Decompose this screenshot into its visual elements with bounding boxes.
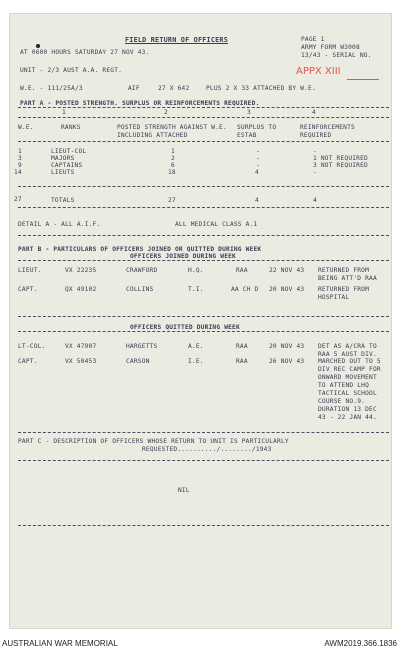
col-number-3: 3 bbox=[247, 109, 251, 116]
part-b-heading: PART B - PARTICULARS OF OFFICERS JOINED OR QUITTED DURING WEEK bbox=[18, 246, 262, 253]
appx-annotation: APPX XIII bbox=[296, 66, 341, 77]
divider bbox=[18, 525, 389, 526]
col-number-1: 1 bbox=[62, 109, 66, 116]
aif-value: 27 X 642 bbox=[158, 85, 190, 92]
row-rank: LIEUT-COL bbox=[51, 148, 87, 155]
quitted-rank: LT-COL. bbox=[18, 343, 46, 350]
part-c-nil: NIL bbox=[178, 487, 190, 494]
quitted-number: VX 47907 bbox=[65, 343, 97, 350]
totals-posted: 27 bbox=[168, 197, 176, 204]
divider bbox=[18, 331, 389, 332]
row-reinf: - bbox=[313, 169, 317, 176]
quitted-from: I.E. bbox=[188, 358, 204, 365]
totals-label: TOTALS bbox=[51, 197, 75, 204]
document-card bbox=[10, 14, 391, 628]
quitted-date: 26 NOV 43 bbox=[269, 358, 305, 365]
quitted-from: A.E. bbox=[188, 343, 204, 350]
quitted-name: HARGETTS bbox=[126, 343, 158, 350]
aif-label: AIF bbox=[128, 85, 140, 92]
divider bbox=[18, 235, 389, 236]
row-posted: 2 bbox=[171, 155, 175, 162]
unit-line: UNIT - 2/3 AUST A.A. REGT. bbox=[20, 67, 123, 74]
row-posted: 6 bbox=[171, 162, 175, 169]
divider bbox=[18, 432, 389, 433]
quitted-date: 20 NOV 43 bbox=[269, 343, 305, 350]
totals-we: 27 bbox=[14, 196, 22, 203]
totals-surplus: 4 bbox=[255, 197, 259, 204]
col-header-surplus: SURPLUS TO ESTAB bbox=[237, 124, 277, 139]
quitted-heading: OFFICERS QUITTED DURING WEEK bbox=[130, 324, 240, 331]
row-posted: 18 bbox=[168, 169, 176, 176]
detail-a: DETAIL A - ALL A.I.F. bbox=[18, 221, 101, 228]
document-title: FIELD RETURN OF OFFICERS bbox=[125, 36, 229, 44]
row-we: 9 bbox=[18, 162, 22, 169]
divider bbox=[18, 117, 389, 118]
divider bbox=[18, 107, 389, 108]
joined-date: 20 NOV 43 bbox=[269, 286, 305, 293]
col-header-we: W.E. bbox=[18, 124, 34, 131]
army-form: ARMY FORM W3008 bbox=[301, 44, 360, 51]
divider bbox=[18, 186, 389, 187]
row-we: 3 bbox=[18, 155, 22, 162]
row-rank: MAJORS bbox=[51, 155, 75, 162]
row-posted: 1 bbox=[171, 148, 175, 155]
medical-class: ALL MEDICAL CLASS A.1 bbox=[175, 221, 258, 228]
row-reinf: 1 NOT REQUIRED bbox=[313, 155, 368, 162]
row-we: 14 bbox=[14, 169, 22, 176]
page-number: PAGE 1 bbox=[301, 36, 325, 43]
we-line: W.E. - 111/25A/3 bbox=[20, 85, 83, 92]
col-header-reinf: REINFORCEMENTS REQUIRED bbox=[300, 124, 355, 139]
quitted-number: VX 50453 bbox=[65, 358, 97, 365]
quitted-unit: RAA bbox=[236, 343, 248, 350]
col-header-ranks: RANKS bbox=[61, 124, 81, 131]
footer-institution: AUSTRALIAN WAR MEMORIAL bbox=[2, 639, 118, 648]
quitted-rank: CAPT. bbox=[18, 358, 38, 365]
joined-rank: CAPT. bbox=[18, 286, 38, 293]
part-c-heading: PART C - DESCRIPTION OF OFFICERS WHOSE RETURN TO UNIT IS PARTICULARLY bbox=[18, 438, 289, 445]
joined-name: COLLINS bbox=[126, 286, 154, 293]
punch-mark bbox=[36, 44, 40, 48]
joined-unit: AA CH D bbox=[231, 286, 259, 293]
totals-reinf: 4 bbox=[313, 197, 317, 204]
divider bbox=[18, 260, 389, 261]
divider bbox=[18, 460, 389, 461]
row-rank: LIEUTS bbox=[51, 169, 75, 176]
joined-number: VX 22235 bbox=[65, 267, 97, 274]
serial-no: 13/43 - SERIAL NO. bbox=[301, 52, 372, 59]
joined-from: H.Q. bbox=[188, 267, 204, 274]
row-surplus: - bbox=[256, 162, 260, 169]
time-line: AT 0600 HOURS SATURDAY 27 NOV 43. bbox=[20, 49, 150, 56]
joined-heading: OFFICERS JOINED DURING WEEK bbox=[130, 253, 236, 260]
divider bbox=[18, 207, 389, 208]
row-surplus: - bbox=[256, 155, 260, 162]
col-header-posted: POSTED STRENGTH AGAINST W.E. INCLUDING ATTACHED bbox=[117, 124, 227, 139]
joined-name: CRAWFORD bbox=[126, 267, 158, 274]
row-surplus: 4 bbox=[255, 169, 259, 176]
quitted-unit: RAA bbox=[236, 358, 248, 365]
joined-number: QX 49102 bbox=[65, 286, 97, 293]
row-surplus: - bbox=[256, 148, 260, 155]
row-rank: CAPTAINS bbox=[51, 162, 83, 169]
row-we: 1 bbox=[18, 148, 22, 155]
quitted-remarks: DET AS A/CRA TO RAA 5 AUST DIV. bbox=[318, 343, 377, 358]
col-number-4: 4 bbox=[312, 109, 316, 116]
joined-unit: RAA bbox=[236, 267, 248, 274]
joined-from: T.I. bbox=[188, 286, 204, 293]
divider bbox=[18, 141, 389, 142]
quitted-name: CARSON bbox=[126, 358, 150, 365]
joined-date: 22 NOV 43 bbox=[269, 267, 305, 274]
joined-remarks: RETURNED FROM BEING ATT'D RAA bbox=[318, 267, 377, 282]
part-c-requested: REQUESTED........../......../1943 bbox=[142, 446, 272, 453]
row-reinf: - bbox=[313, 148, 317, 155]
quitted-remarks: MARCHED OUT TO 5 DIV REC CAMP FOR ONWARD MOVEMENT TO ATTEND LHQ TACTICAL SCHOOL COURSE NO.9. DURATION 13 DEC 43 - 22 JAN 44. bbox=[318, 358, 381, 421]
joined-rank: LIEUT. bbox=[18, 267, 42, 274]
divider bbox=[18, 316, 389, 317]
archive-footer bbox=[0, 631, 401, 653]
annotation-underline bbox=[347, 79, 379, 80]
footer-accession: AWM2019.366.1836 bbox=[324, 639, 397, 648]
attached-line: PLUS 2 X 33 ATTACHED BY W.E. bbox=[206, 85, 316, 92]
col-number-2: 2 bbox=[164, 109, 168, 116]
row-reinf: 3 NOT REQUIRED bbox=[313, 162, 368, 169]
part-a-heading: PART A - POSTED STRENGTH. SURPLUS OR REINFORCEMENTS REQUIRED. bbox=[20, 100, 260, 107]
joined-remarks: RETURNED FROM HOSPITAL bbox=[318, 286, 370, 301]
